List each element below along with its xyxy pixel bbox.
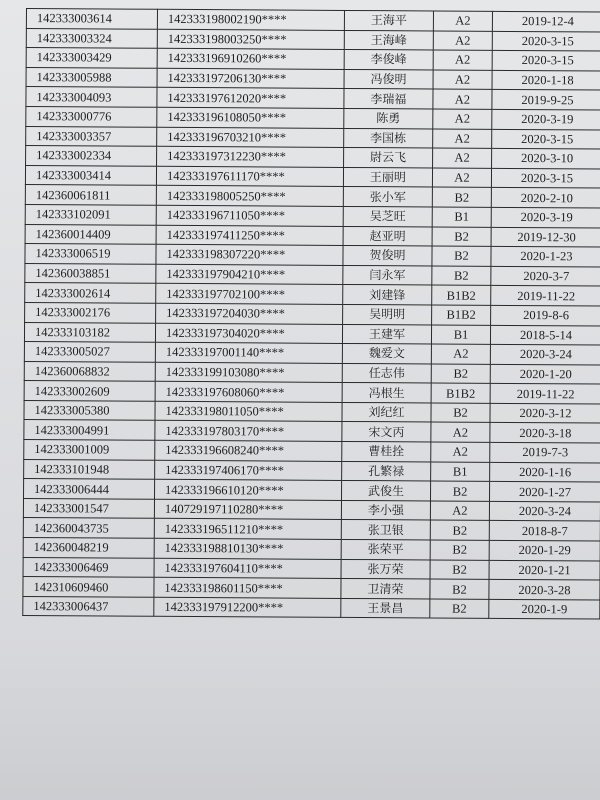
record-number-cell: 142333003614 — [26, 9, 157, 29]
license-class-cell: B1B2 — [432, 285, 491, 305]
record-number-cell: 142360048219 — [23, 538, 154, 558]
name-cell: 冯根生 — [342, 383, 431, 403]
date-cell: 2020-3-19 — [491, 207, 600, 227]
name-cell: 王丽明 — [343, 167, 432, 187]
date-cell: 2019-7-3 — [490, 442, 600, 462]
id-number-cell: 142333196608240**** — [155, 440, 342, 461]
id-number-cell: 142333196108050**** — [157, 107, 344, 128]
license-class-cell: A2 — [432, 168, 491, 188]
date-cell: 2020-1-23 — [491, 246, 600, 266]
id-number-cell: 142333196910260**** — [157, 48, 344, 69]
record-number-cell: 142333101948 — [24, 459, 155, 479]
record-number-cell: 142360068832 — [24, 361, 155, 381]
date-cell: 2020-3-15 — [492, 51, 600, 71]
record-number-cell: 142333005380 — [24, 400, 155, 420]
date-cell: 2019-12-4 — [492, 11, 600, 31]
date-cell: 2019-11-22 — [491, 286, 600, 306]
record-number-cell: 142333003429 — [26, 48, 157, 68]
name-cell: 宋文丙 — [342, 422, 431, 442]
license-class-cell: A2 — [433, 148, 492, 168]
date-cell: 2020-3-19 — [492, 109, 600, 129]
record-number-cell: 142333006469 — [23, 557, 154, 577]
record-number-cell: 142360014409 — [25, 224, 156, 244]
roster-table-body — [23, 9, 600, 620]
id-number-cell: 142333197912200**** — [154, 597, 341, 618]
date-cell: 2018-5-14 — [490, 325, 600, 345]
id-number-cell: 142333198810130**** — [154, 538, 341, 559]
record-number-cell: 142333003414 — [25, 165, 156, 185]
name-cell: 任志伟 — [342, 363, 431, 383]
name-cell: 刘纪红 — [342, 402, 431, 422]
date-cell: 2020-1-9 — [489, 599, 600, 619]
record-number-cell: 142333001009 — [24, 440, 155, 460]
name-cell: 张卫银 — [341, 520, 430, 540]
id-number-cell: 142333197604110**** — [154, 558, 341, 579]
name-cell: 刘建锋 — [343, 285, 432, 305]
date-cell: 2020-3-12 — [490, 403, 600, 423]
license-class-cell: A2 — [431, 344, 490, 364]
record-number-cell: 142333102091 — [25, 204, 156, 224]
record-number-cell: 142333000776 — [26, 106, 157, 126]
date-cell: 2020-3-15 — [492, 31, 600, 51]
name-cell: 李小强 — [341, 500, 430, 520]
name-cell: 王建军 — [342, 324, 431, 344]
record-number-cell: 142333004991 — [24, 420, 155, 440]
name-cell: 孔繁禄 — [342, 461, 431, 481]
id-number-cell: 142333196711050**** — [156, 205, 343, 226]
date-cell: 2020-1-20 — [490, 364, 600, 384]
name-cell: 陈勇 — [344, 108, 433, 128]
name-cell: 李俊峰 — [344, 50, 433, 70]
date-cell: 2020-1-16 — [490, 462, 600, 482]
date-cell: 2020-1-27 — [489, 482, 600, 502]
record-number-cell: 142360043735 — [23, 518, 154, 538]
record-number-cell: 142360061811 — [25, 185, 156, 205]
date-cell: 2020-1-18 — [492, 70, 600, 90]
id-number-cell: 142333198005250**** — [156, 186, 343, 207]
name-cell: 张万荣 — [341, 559, 430, 579]
license-class-cell: A2 — [433, 11, 492, 31]
date-cell: 2020-1-21 — [489, 560, 600, 580]
id-number-cell: 142333197312230**** — [157, 146, 344, 167]
date-cell: 2020-3-10 — [492, 149, 600, 169]
record-number-cell: 142333003324 — [26, 28, 157, 48]
license-class-cell: A2 — [433, 50, 492, 70]
date-cell: 2019-9-25 — [492, 90, 600, 110]
id-number-cell: 142333196703210**** — [157, 127, 344, 148]
record-number-cell: 142333002609 — [24, 381, 155, 401]
record-number-cell: 142333006444 — [24, 479, 155, 499]
id-number-cell: 142333197304020**** — [155, 323, 342, 344]
license-class-cell: B1B2 — [431, 383, 490, 403]
record-number-cell: 142333005988 — [26, 67, 157, 87]
id-number-cell: 142333196511210**** — [154, 519, 341, 540]
name-cell: 王海平 — [344, 10, 433, 30]
record-number-cell: 142333002176 — [25, 302, 156, 322]
license-class-cell: A2 — [433, 89, 492, 109]
id-number-cell: 142333197904210**** — [156, 264, 343, 285]
record-number-cell: 142333006519 — [25, 244, 156, 264]
record-number-cell: 142333103182 — [24, 322, 155, 342]
license-class-cell: B2 — [430, 520, 489, 540]
license-class-cell: A2 — [433, 109, 492, 129]
name-cell: 赵亚明 — [343, 226, 432, 246]
date-cell: 2020-3-24 — [489, 501, 600, 521]
record-number-cell: 142333001547 — [23, 498, 154, 518]
license-class-cell: A2 — [433, 70, 492, 90]
record-number-cell: 142333006437 — [23, 596, 154, 616]
date-cell: 2020-3-18 — [490, 423, 600, 443]
name-cell: 吴明明 — [343, 304, 432, 324]
record-number-cell: 142333002614 — [25, 283, 156, 303]
id-number-cell: 142333198307220**** — [156, 244, 343, 265]
name-cell: 张荣平 — [341, 539, 430, 559]
name-cell: 吴芝旺 — [343, 206, 432, 226]
record-number-cell: 142333005027 — [24, 342, 155, 362]
license-class-cell: A2 — [431, 442, 490, 462]
name-cell: 贺俊明 — [343, 246, 432, 266]
name-cell: 李国栋 — [344, 128, 433, 148]
date-cell: 2019-11-22 — [490, 384, 600, 404]
record-number-cell: 142333003357 — [26, 126, 157, 146]
license-class-cell: B2 — [432, 266, 491, 286]
license-class-cell: A2 — [433, 31, 492, 51]
license-class-cell: A2 — [433, 129, 492, 149]
date-cell: 2020-3-15 — [492, 129, 600, 149]
id-number-cell: 142333199103080**** — [155, 362, 342, 383]
record-number-cell: 142333002334 — [26, 146, 157, 166]
id-number-cell: 140729197110280**** — [154, 499, 341, 520]
license-class-cell: B1 — [432, 207, 491, 227]
license-class-cell: B2 — [430, 599, 489, 619]
license-class-cell: B2 — [432, 246, 491, 266]
date-cell: 2020-2-10 — [491, 188, 600, 208]
id-number-cell: 142333197001140**** — [155, 342, 342, 363]
name-cell: 李瑞福 — [344, 89, 433, 109]
id-number-cell: 142333197206130**** — [157, 68, 344, 89]
license-class-cell: B2 — [430, 481, 489, 501]
id-number-cell: 142333197612020**** — [157, 88, 344, 109]
date-cell: 2020-3-15 — [491, 168, 600, 188]
id-number-cell: 142333197411250**** — [156, 225, 343, 246]
id-number-cell: 142333198011050**** — [155, 401, 342, 422]
license-class-cell: A2 — [430, 501, 489, 521]
id-number-cell: 142333196610120**** — [155, 480, 342, 501]
id-number-cell: 142333197608060**** — [155, 382, 342, 403]
name-cell: 冯俊明 — [344, 69, 433, 89]
license-class-cell: B2 — [430, 540, 489, 560]
name-cell: 闫永军 — [343, 265, 432, 285]
license-class-cell: B1 — [431, 324, 490, 344]
license-class-cell: B1B2 — [432, 305, 491, 325]
date-cell: 2019-12-30 — [491, 227, 600, 247]
license-class-cell: B2 — [430, 560, 489, 580]
id-number-cell: 142333197702100**** — [156, 284, 343, 305]
roster-table — [22, 8, 600, 620]
date-cell: 2020-1-29 — [489, 540, 600, 560]
id-number-cell: 142333198003250**** — [157, 29, 344, 50]
id-number-cell: 142333198601150**** — [154, 578, 341, 599]
date-cell: 2018-8-7 — [489, 521, 600, 541]
record-number-cell: 142360038851 — [25, 263, 156, 283]
record-number-cell: 142333004093 — [26, 87, 157, 107]
name-cell: 王景昌 — [341, 598, 430, 618]
license-class-cell: B2 — [432, 227, 491, 247]
id-number-cell: 142333197611170**** — [156, 166, 343, 187]
license-class-cell: A2 — [431, 422, 490, 442]
name-cell: 张小军 — [343, 187, 432, 207]
name-cell: 武俊生 — [341, 481, 430, 501]
name-cell: 王海峰 — [344, 30, 433, 50]
id-number-cell: 142333198002190**** — [157, 9, 344, 30]
date-cell: 2019-8-6 — [491, 305, 600, 325]
license-class-cell: B1 — [431, 462, 490, 482]
license-class-cell: B2 — [431, 364, 490, 384]
license-class-cell: B2 — [430, 579, 489, 599]
name-cell: 尉云飞 — [344, 148, 433, 168]
license-class-cell: B2 — [431, 403, 490, 423]
roster-table-wrapper — [22, 8, 600, 620]
name-cell: 魏爱文 — [342, 344, 431, 364]
id-number-cell: 142333197803170**** — [155, 421, 342, 442]
license-class-cell: B2 — [432, 187, 491, 207]
date-cell: 2020-3-7 — [491, 266, 600, 286]
name-cell: 卫清荣 — [341, 579, 430, 599]
id-number-cell: 142333197204030**** — [156, 303, 343, 324]
name-cell: 曹桂拴 — [342, 442, 431, 462]
date-cell: 2020-3-28 — [489, 580, 600, 600]
date-cell: 2020-3-24 — [490, 344, 600, 364]
paper-shadow — [0, 640, 600, 800]
record-number-cell: 142310609460 — [23, 577, 154, 597]
table-row — [23, 596, 600, 619]
id-number-cell: 142333197406170**** — [155, 460, 342, 481]
